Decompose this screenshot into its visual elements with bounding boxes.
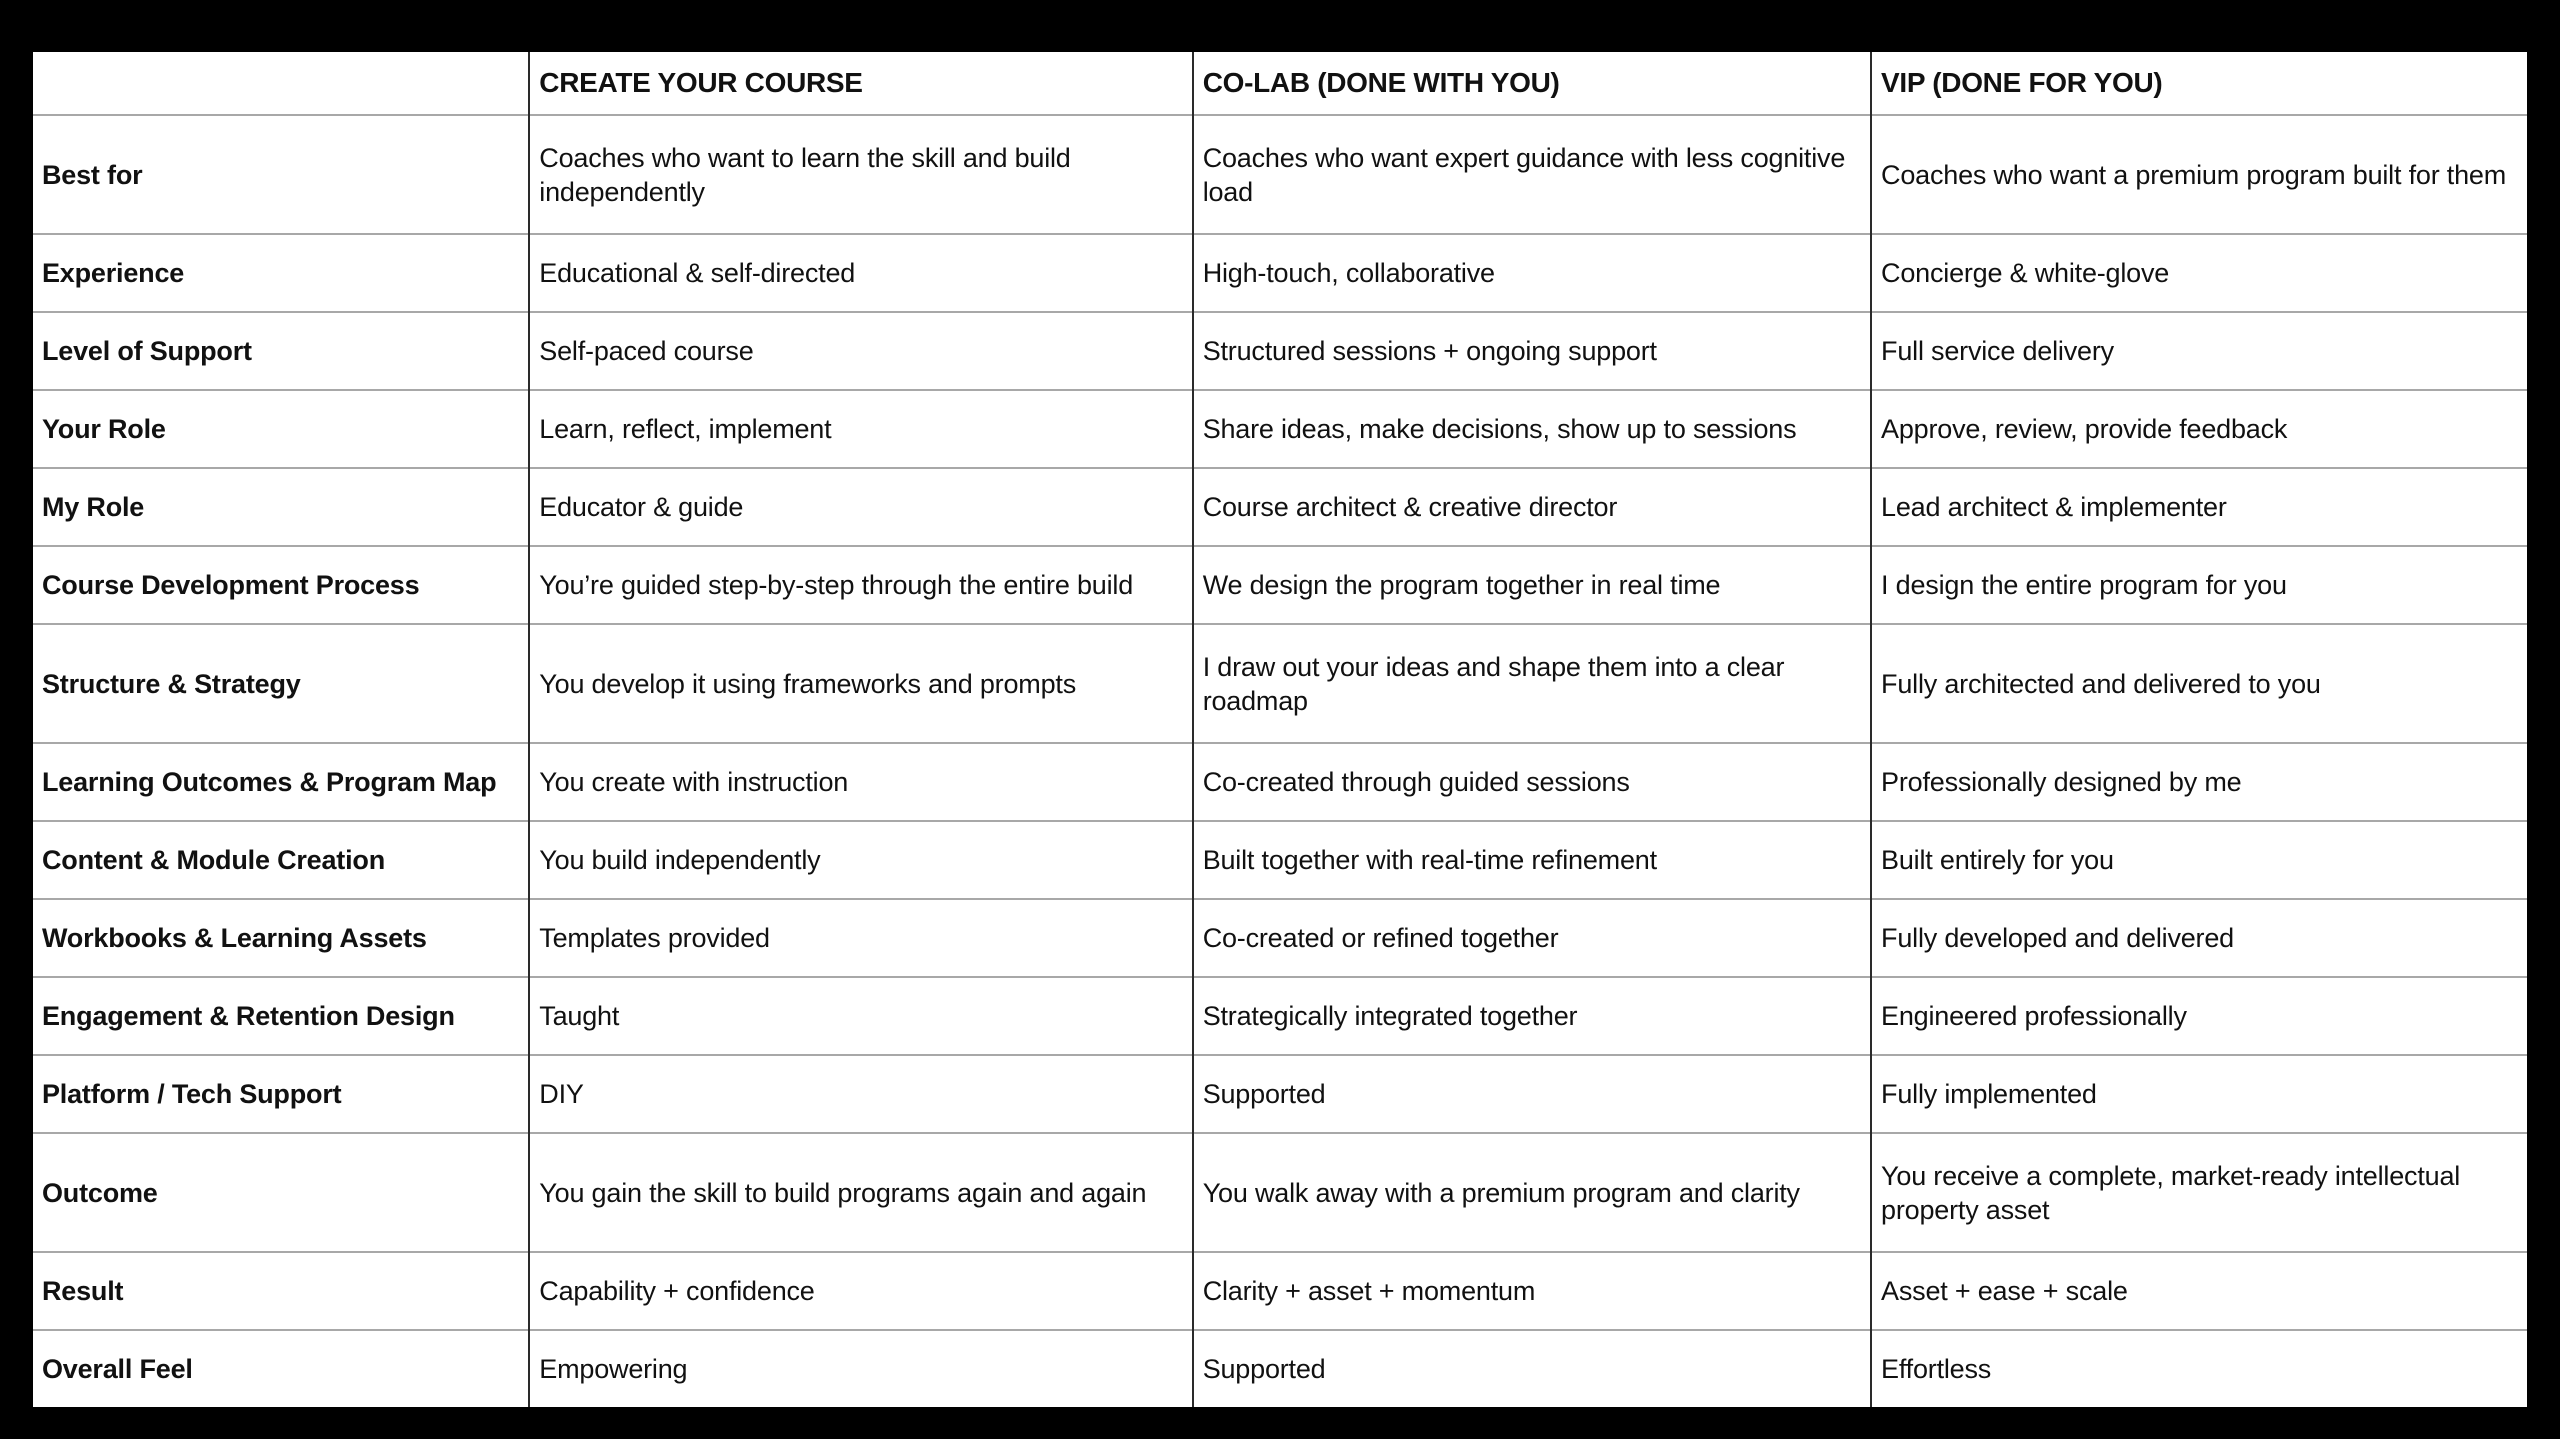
- cell: Asset + ease + scale: [1871, 1252, 2527, 1330]
- cell: I design the entire program for you: [1871, 546, 2527, 624]
- row-label: Overall Feel: [33, 1330, 529, 1407]
- cell: Fully implemented: [1871, 1055, 2527, 1133]
- table-row-overall-feel: [33, 1330, 2527, 1407]
- table-body: [33, 115, 2527, 1407]
- cell: Engineered professionally: [1871, 977, 2527, 1055]
- row-label: Best for: [33, 115, 529, 234]
- row-label: Workbooks & Learning Assets: [33, 899, 529, 977]
- header-blank: [33, 52, 529, 115]
- row-label: My Role: [33, 468, 529, 546]
- row-label: Engagement & Retention Design: [33, 977, 529, 1055]
- table-row-experience: [33, 234, 2527, 312]
- header-create-your-course: CREATE YOUR COURSE: [529, 52, 1192, 115]
- cell: We design the program together in real time: [1193, 546, 1871, 624]
- table-row-engagement-retention-design: [33, 977, 2527, 1055]
- row-label: Learning Outcomes & Program Map: [33, 743, 529, 821]
- row-label: Course Development Process: [33, 546, 529, 624]
- table-row-outcome: [33, 1133, 2527, 1252]
- cell: Co-created or refined together: [1193, 899, 1871, 977]
- table-header: [33, 52, 2527, 115]
- cell: Learn, reflect, implement: [529, 390, 1192, 468]
- comparison-table: [33, 52, 2527, 1407]
- table-row-result: [33, 1252, 2527, 1330]
- header-row: [33, 52, 2527, 115]
- row-label: Platform / Tech Support: [33, 1055, 529, 1133]
- cell: Templates provided: [529, 899, 1192, 977]
- cell: Educational & self-directed: [529, 234, 1192, 312]
- table-row-my-role: [33, 468, 2527, 546]
- cell: Fully developed and delivered: [1871, 899, 2527, 977]
- row-label: Content & Module Creation: [33, 821, 529, 899]
- cell: Fully architected and delivered to you: [1871, 624, 2527, 743]
- cell: Effortless: [1871, 1330, 2527, 1407]
- cell: Concierge & white-glove: [1871, 234, 2527, 312]
- row-label: Experience: [33, 234, 529, 312]
- row-label: Structure & Strategy: [33, 624, 529, 743]
- cell: Co-created through guided sessions: [1193, 743, 1871, 821]
- table-row-platform-tech-support: [33, 1055, 2527, 1133]
- cell: Full service delivery: [1871, 312, 2527, 390]
- cell: Approve, review, provide feedback: [1871, 390, 2527, 468]
- cell: Structured sessions + ongoing support: [1193, 312, 1871, 390]
- cell: Educator & guide: [529, 468, 1192, 546]
- cell: Strategically integrated together: [1193, 977, 1871, 1055]
- cell: Coaches who want a premium program built for them: [1871, 115, 2527, 234]
- cell: I draw out your ideas and shape them into a clear roadmap: [1193, 624, 1871, 743]
- cell: Empowering: [529, 1330, 1192, 1407]
- table-row-your-role: [33, 390, 2527, 468]
- header-vip: VIP (DONE FOR YOU): [1881, 67, 2163, 98]
- cell: High-touch, collaborative: [1193, 234, 1871, 312]
- cell: You’re guided step-by-step through the entire build: [529, 546, 1192, 624]
- table-row-best-for: [33, 115, 2527, 234]
- row-label: Level of Support: [33, 312, 529, 390]
- cell: Clarity + asset + momentum: [1193, 1252, 1871, 1330]
- table-row-workbooks-learning-assets: [33, 899, 2527, 977]
- cell: Coaches who want to learn the skill and build independently: [529, 115, 1192, 234]
- cell: DIY: [529, 1055, 1192, 1133]
- cell: Supported: [1193, 1055, 1871, 1133]
- cell: Built together with real-time refinement: [1193, 821, 1871, 899]
- table-row-content-module-creation: [33, 821, 2527, 899]
- cell: Lead architect & implementer: [1871, 468, 2527, 546]
- cell: Professionally designed by me: [1871, 743, 2527, 821]
- table-row-structure-strategy: [33, 624, 2527, 743]
- row-label: Outcome: [33, 1133, 529, 1252]
- cell: You receive a complete, market-ready intellectual property asset: [1871, 1133, 2527, 1252]
- cell: Built entirely for you: [1871, 821, 2527, 899]
- cell: Course architect & creative director: [1193, 468, 1871, 546]
- cell: You create with instruction: [529, 743, 1192, 821]
- header-co-lab: CO-LAB (DONE WITH YOU): [1193, 52, 1871, 115]
- cell: Share ideas, make decisions, show up to sessions: [1193, 390, 1871, 468]
- cell: You develop it using frameworks and prompts: [529, 624, 1192, 743]
- cell: You walk away with a premium program and clarity: [1193, 1133, 1871, 1252]
- comparison-table-container: [33, 52, 2527, 1407]
- cell: Coaches who want expert guidance with less cognitive load: [1193, 115, 1871, 234]
- cell: Supported: [1193, 1330, 1871, 1407]
- cell: Self-paced course: [529, 312, 1192, 390]
- cell: Taught: [529, 977, 1192, 1055]
- cell: You gain the skill to build programs again and again: [529, 1133, 1192, 1252]
- cell: Capability + confidence: [529, 1252, 1192, 1330]
- row-label: Result: [33, 1252, 529, 1330]
- cell: You build independently: [529, 821, 1192, 899]
- row-label: Your Role: [33, 390, 529, 468]
- table-row-course-development-process: [33, 546, 2527, 624]
- table-row-learning-outcomes-program-map: [33, 743, 2527, 821]
- table-row-level-of-support: [33, 312, 2527, 390]
